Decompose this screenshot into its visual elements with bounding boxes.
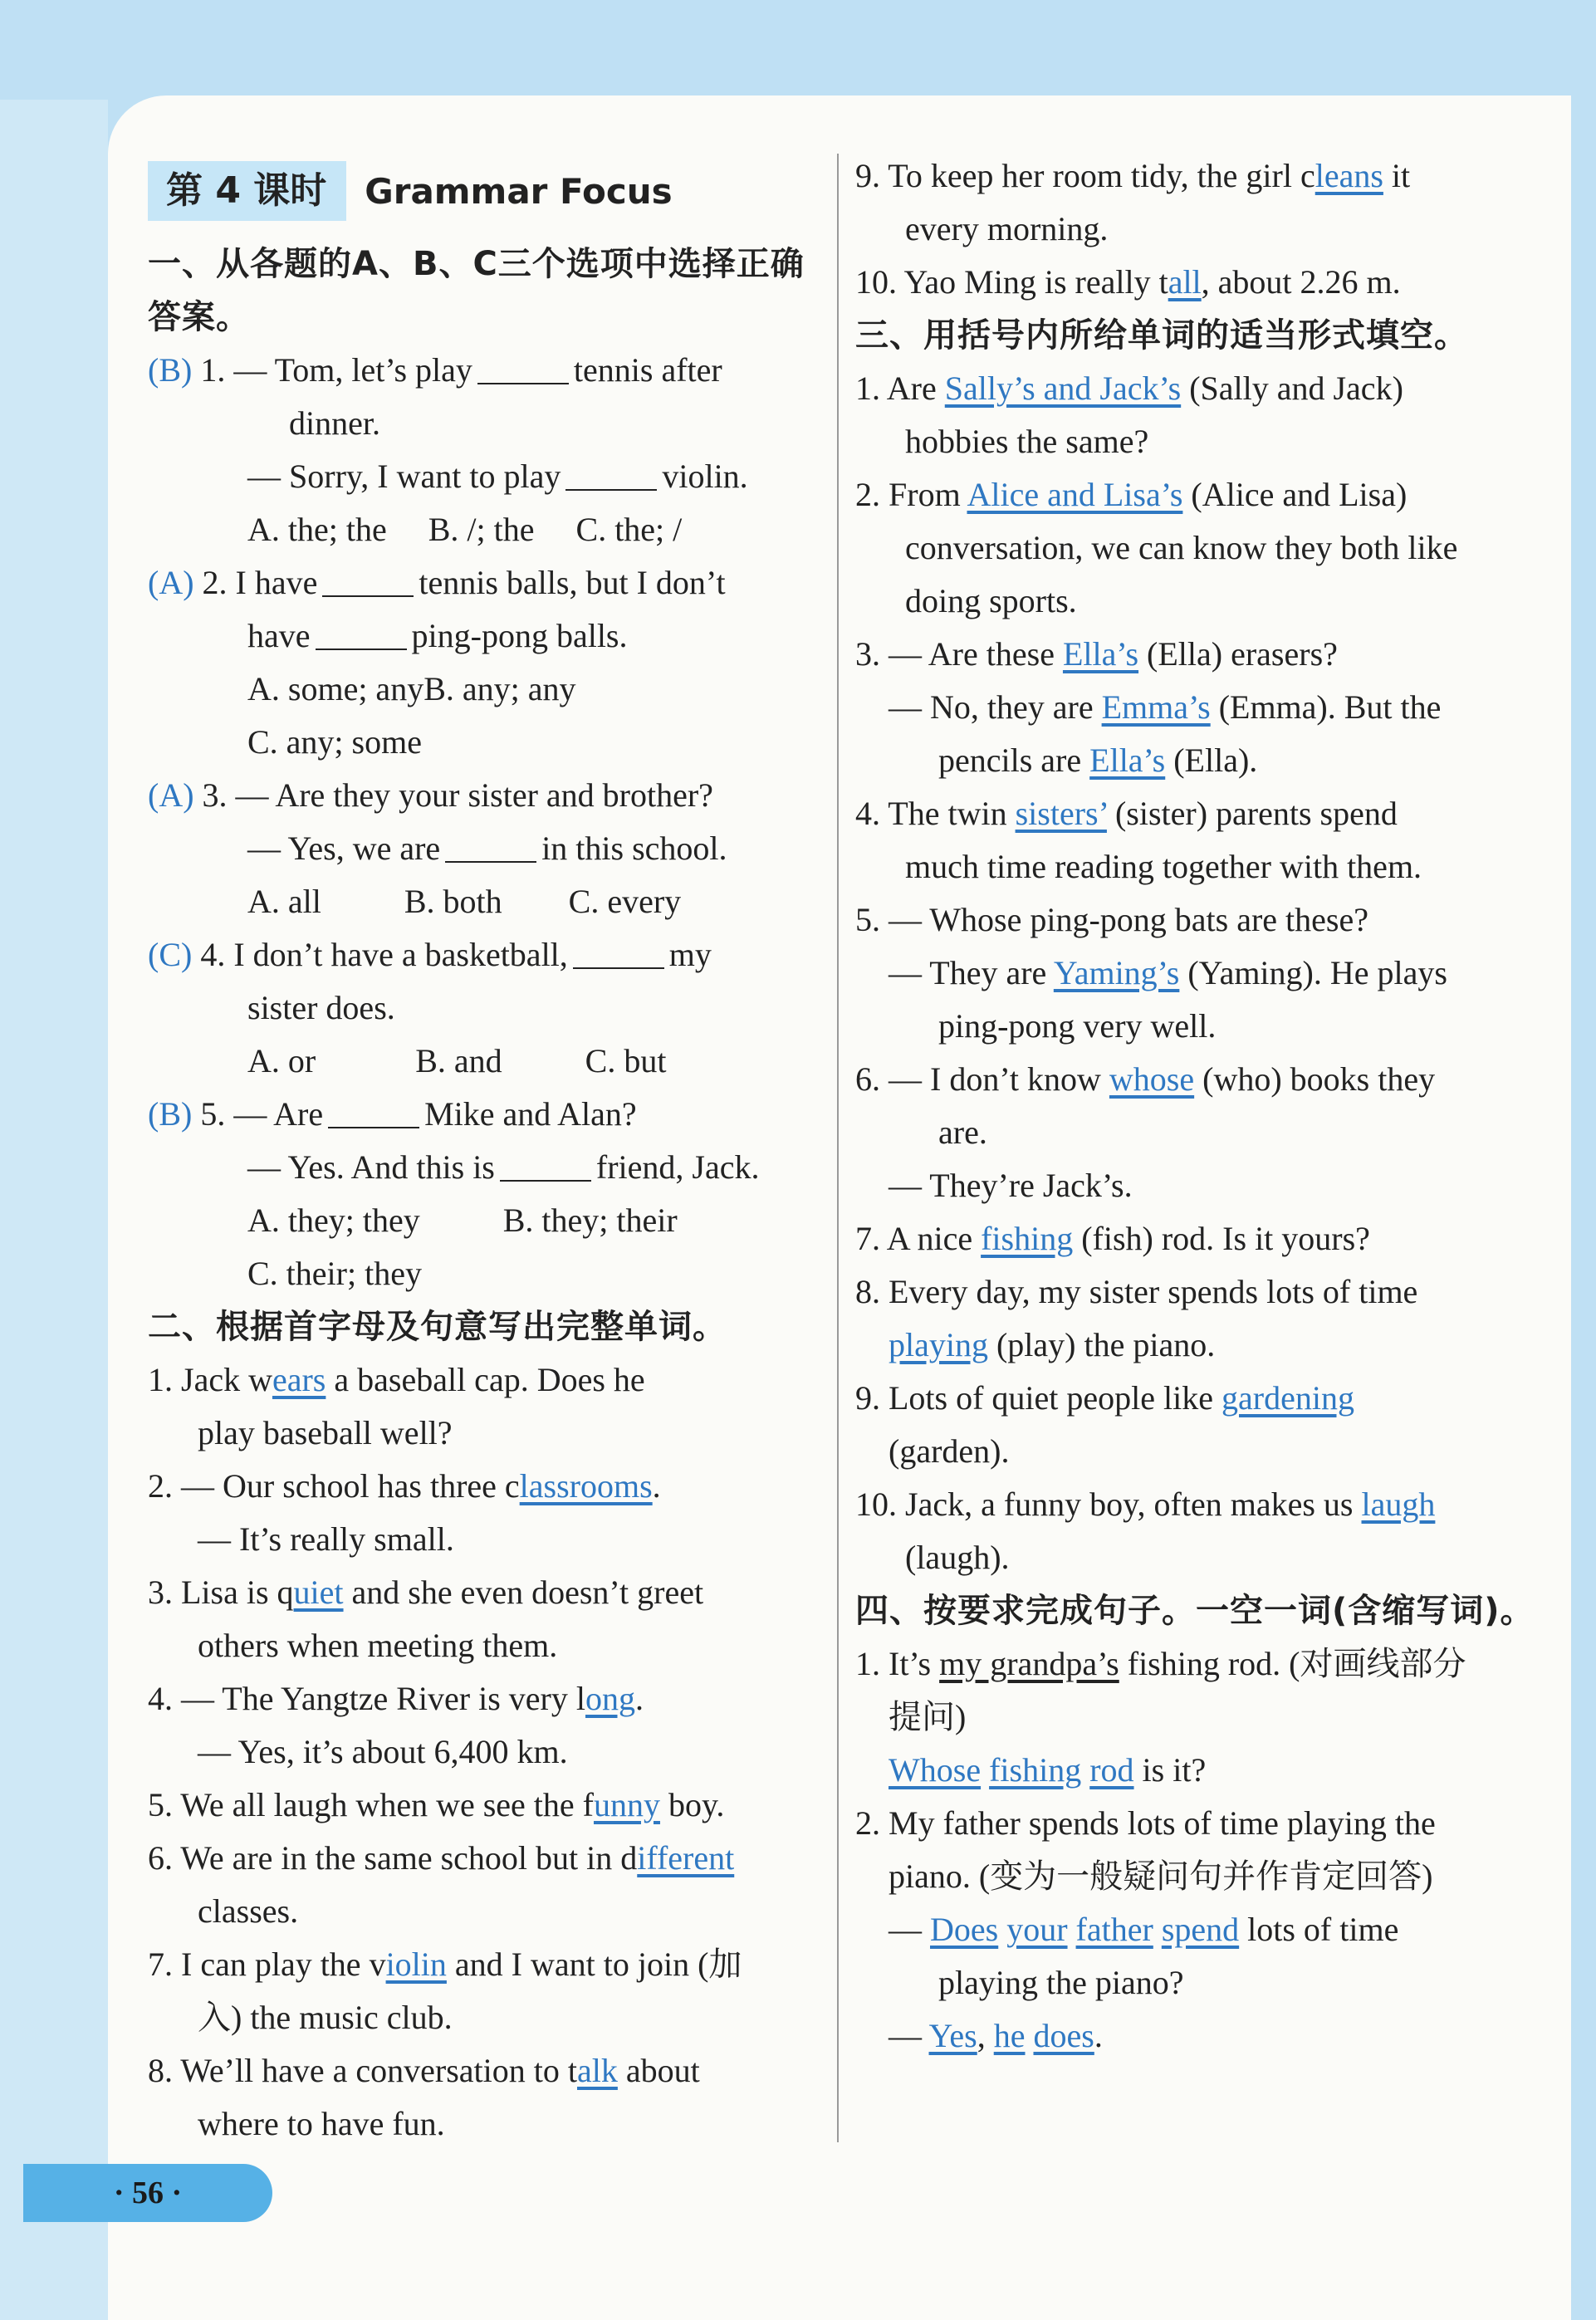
s4-q2-answer-line3: [855, 2009, 1528, 2063]
stem: 6. — I don’t know: [855, 1060, 1109, 1098]
left-margin-strip: [0, 100, 108, 2320]
blank: [573, 937, 664, 969]
s1-q3-line2: [148, 822, 825, 875]
answer: unny: [593, 1786, 660, 1823]
s1-q1-line1: [148, 344, 825, 397]
s3-q3-line1: [855, 628, 1528, 681]
lesson-badge: 第 4 课时: [148, 161, 346, 221]
answer: fishing: [989, 1751, 1082, 1789]
s1-q2-line2: [148, 609, 825, 663]
stem: 4. The twin: [855, 795, 1016, 832]
s2-q7-line2: 入) the music club.: [198, 1999, 453, 2036]
s3-q8-line2: [855, 1319, 1528, 1372]
stem: 9. To keep her room tidy, the girl c: [855, 157, 1315, 194]
s4-q1-line1: [855, 1637, 1528, 1691]
stem: 2. From: [855, 476, 967, 513]
blank: [445, 831, 536, 863]
s1-q2-line1: [148, 556, 825, 609]
stem: 5. — Are: [200, 1095, 324, 1133]
s3-q5-line1: 5. — Whose ping-pong bats are these?: [855, 901, 1368, 938]
s2-q9-line1: [855, 149, 1528, 203]
stem: ping-pong balls.: [411, 617, 628, 654]
stem: my: [668, 936, 712, 973]
answer: he: [993, 2017, 1026, 2054]
answer: Ella’s: [1089, 742, 1166, 779]
stem: (sister) parents spend: [1106, 795, 1398, 832]
answer: does: [1033, 2017, 1094, 2054]
s3-q6-line1: [855, 1053, 1528, 1106]
stem: 9. Lots of quiet people like: [855, 1379, 1222, 1417]
s4-q1-line2: 提问): [889, 1698, 967, 1735]
stem: 1. — Tom, let’s play: [200, 351, 472, 389]
stem: in this school.: [541, 830, 727, 867]
s2-q8-line2: where to have fun.: [198, 2105, 445, 2142]
s1-q2-options2: C. any; some: [247, 723, 422, 761]
s3-q4-line1: [855, 787, 1528, 840]
page-number: · 56 ·: [23, 2164, 272, 2222]
s2-q10-line1: [855, 256, 1528, 309]
blank: [565, 459, 657, 491]
stem: a baseball cap. Does he: [326, 1361, 645, 1398]
stem: is it?: [1133, 1751, 1207, 1789]
stem: tennis balls, but I don’t: [419, 564, 726, 601]
s3-q9-line1: [855, 1372, 1528, 1425]
s3-q10-line2: (laugh).: [905, 1539, 1010, 1576]
answer: (A): [148, 776, 194, 814]
column-divider: [837, 154, 839, 2142]
stem: friend, Jack.: [595, 1148, 760, 1186]
stem: 8. We’ll have a conversation to t: [148, 2052, 577, 2089]
stem: tennis after: [573, 351, 722, 389]
answer: rod: [1089, 1751, 1134, 1789]
answer: Emma’s: [1101, 688, 1211, 726]
answer: (C): [148, 936, 193, 973]
stem: 1. It’s: [855, 1645, 940, 1682]
s2-q3-line1: [148, 1566, 825, 1619]
stem: about: [617, 2052, 700, 2089]
stem: (Alice and Lisa): [1182, 476, 1408, 513]
s2-q5-line1: [148, 1779, 825, 1832]
s2-q8-line1: [148, 2044, 825, 2097]
answer: laugh: [1361, 1485, 1436, 1523]
s1-q4-options: A. or B. and C. but: [247, 1042, 667, 1079]
stem: 4. I don’t have a basketball,: [200, 936, 568, 973]
underlined-phrase: my grandpa’s: [939, 1645, 1119, 1682]
s3-q2-line2: conversation, we can know they both like: [905, 529, 1458, 566]
section2-title: 二、根据首字母及句意写出完整单词。: [148, 1308, 727, 1346]
answer: gardening: [1221, 1379, 1354, 1417]
stem: 3. — Are they your sister and brother?: [202, 776, 713, 814]
right-column: [855, 149, 1535, 2063]
stem: (Emma). But the: [1210, 688, 1442, 726]
answer: iolin: [385, 1946, 447, 1983]
answer: alk: [577, 2052, 618, 2089]
s3-q5-line2: [855, 947, 1528, 1000]
stem: (Ella) erasers?: [1138, 635, 1338, 673]
stem: , about 2.26 m.: [1201, 263, 1401, 301]
stem: (fish) rod. Is it yours?: [1073, 1220, 1370, 1257]
stem: have: [247, 617, 311, 654]
top-frame: [0, 0, 1596, 100]
stem: 2. I have: [202, 564, 318, 601]
stem: pencils are: [938, 742, 1090, 779]
section1-title: 一、从各题的A、B、C三个选项中选择正确: [148, 245, 805, 283]
stem: and she even doesn’t greet: [343, 1574, 704, 1611]
left-column: [148, 149, 825, 2151]
answer: spend: [1161, 1911, 1240, 1948]
s1-q4-line1: [148, 928, 825, 981]
answer: Whose: [889, 1751, 982, 1789]
answer: your: [1006, 1911, 1068, 1948]
s4-q1-answer-line: [855, 1744, 1528, 1797]
s3-q9-line2: (garden).: [889, 1432, 1010, 1470]
s3-q2-line1: [855, 468, 1528, 521]
dash: —: [889, 2017, 929, 2054]
answer: all: [1168, 263, 1202, 301]
stem: .: [634, 1680, 644, 1717]
s2-q6-line2: classes.: [198, 1892, 299, 1930]
s1-q1-options: A. the; the B. /; the C. the; /: [247, 511, 683, 548]
dash: —: [889, 1911, 930, 1948]
s3-q5-line3: ping-pong very well.: [938, 1007, 1217, 1045]
stem: 7. I can play the v: [148, 1946, 386, 1983]
s1-q3-line1: [148, 769, 825, 822]
s1-q5-line1: [148, 1088, 825, 1141]
s4-q2-line1: 2. My father spends lots of time playing the: [855, 1804, 1436, 1842]
stem: violin.: [662, 458, 748, 495]
period: .: [1094, 2017, 1103, 2054]
answer: Does: [930, 1911, 999, 1948]
s3-q1-line1: [855, 362, 1528, 415]
stem: (Yaming). He plays: [1179, 954, 1447, 991]
s1-q1-line3: [148, 450, 825, 503]
s2-q1-line2: play baseball well?: [198, 1414, 453, 1451]
stem: 1. Jack w: [148, 1361, 272, 1398]
lesson-header: [148, 149, 825, 232]
blank: [328, 1097, 419, 1128]
s1-q1-line2: dinner.: [289, 404, 380, 442]
answer: (B): [148, 351, 193, 389]
stem: (Ella).: [1165, 742, 1258, 779]
s2-q7-line1: [148, 1938, 825, 1991]
stem: boy.: [659, 1786, 725, 1823]
stem: 4. — The Yangtze River is very l: [148, 1680, 585, 1717]
answer: whose: [1109, 1060, 1195, 1098]
s1-q5-options1: A. they; they B. they; their: [247, 1202, 678, 1239]
s1-q2-options1: A. some; anyB. any; any: [247, 670, 576, 707]
s4-q2-answer-line1: [855, 1903, 1528, 1956]
answer: Yes: [928, 2017, 977, 2054]
s3-q3-line3: [855, 734, 1528, 787]
s3-q10-line1: [855, 1478, 1528, 1531]
s3-q3-line2: [855, 681, 1528, 734]
s4-q2-answer-line2: playing the piano?: [938, 1964, 1184, 2001]
s3-q4-line2: much time reading together with them.: [905, 848, 1422, 885]
stem: 3. Lisa is q: [148, 1574, 294, 1611]
s4-q2-line2: piano. (变为一般疑问句并作肯定回答): [889, 1857, 1433, 1895]
s2-q9-line2: every morning.: [905, 210, 1109, 247]
stem: 5. We all laugh when we see the f: [148, 1786, 594, 1823]
stem: 7. A nice: [855, 1220, 982, 1257]
stem: 3. — Are these: [855, 635, 1063, 673]
stem: fishing rod. (对画线部分: [1119, 1645, 1466, 1682]
blank: [316, 619, 407, 650]
answer: ong: [585, 1680, 635, 1717]
s3-q1-line2: hobbies the same?: [905, 423, 1149, 460]
stem: 1. Are: [855, 370, 945, 407]
stem: — Sorry, I want to play: [247, 458, 561, 495]
answer: Sally’s and Jack’s: [944, 370, 1182, 407]
answer: (A): [148, 564, 194, 601]
answer: playing: [889, 1326, 988, 1363]
s3-q6-line2: are.: [938, 1114, 987, 1151]
s1-q5-line2: [148, 1141, 825, 1194]
comma: ,: [977, 2017, 994, 2054]
s1-q4-line2: sister does.: [247, 989, 395, 1026]
answer: ears: [272, 1361, 326, 1398]
answer: Alice and Lisa’s: [967, 476, 1183, 513]
s2-q3-line2: others when meeting them.: [198, 1627, 558, 1664]
stem: — Yes, we are: [247, 830, 441, 867]
answer: (B): [148, 1095, 193, 1133]
answer: uiet: [293, 1574, 344, 1611]
answer: Ella’s: [1062, 635, 1139, 673]
stem: 10. Jack, a funny boy, often makes us: [855, 1485, 1362, 1523]
stem: and I want to join (加: [446, 1946, 742, 1983]
answer: father: [1075, 1911, 1153, 1948]
s2-q4-line2: — Yes, it’s about 6,400 km.: [198, 1733, 568, 1770]
stem: 2. — Our school has three c: [148, 1467, 520, 1505]
s3-q6-line3: — They’re Jack’s.: [889, 1167, 1133, 1204]
stem: 6. We are in the same school but in d: [148, 1839, 638, 1877]
stem: — Yes. And this is: [247, 1148, 495, 1186]
section4-title: 四、按要求完成句子。一空一词(含缩写词)。: [855, 1592, 1535, 1630]
s3-q8-line1: 8. Every day, my sister spends lots of time: [855, 1273, 1418, 1310]
stem: .: [652, 1467, 661, 1505]
stem: (Sally and Jack): [1181, 370, 1403, 407]
s1-q3-options: A. all B. both C. every: [247, 883, 682, 920]
blank: [477, 353, 569, 384]
stem: (who) books they: [1194, 1060, 1436, 1098]
stem: (play) the piano.: [987, 1326, 1216, 1363]
answer: Yaming’s: [1053, 954, 1180, 991]
section3-title: 三、用括号内所给单词的适当形式填空。: [855, 316, 1468, 355]
s1-q5-options2: C. their; they: [247, 1255, 422, 1292]
stem: — They are: [889, 954, 1054, 991]
answer: ifferent: [637, 1839, 735, 1877]
stem: — No, they are: [889, 688, 1102, 726]
answer: fishing: [981, 1220, 1074, 1257]
s2-q2-line1: [148, 1460, 825, 1513]
stem: lots of time: [1239, 1911, 1399, 1948]
answer: sisters’: [1015, 795, 1107, 832]
blank: [322, 565, 414, 597]
s2-q4-line1: [148, 1672, 825, 1725]
s2-q6-line1: [148, 1832, 825, 1885]
answer: leans: [1314, 157, 1383, 194]
answer: lassrooms: [519, 1467, 653, 1505]
lesson-subtitle: Grammar Focus: [365, 170, 673, 212]
stem: 10. Yao Ming is really t: [855, 263, 1168, 301]
section1-title-cont: 答案。: [148, 298, 250, 336]
s2-q1-line1: [148, 1353, 825, 1407]
s3-q7-line1: [855, 1212, 1528, 1265]
s2-q2-line2: — It’s really small.: [198, 1520, 454, 1558]
s3-q2-line3: doing sports.: [905, 582, 1077, 619]
stem: it: [1383, 157, 1411, 194]
stem: Mike and Alan?: [424, 1095, 637, 1133]
blank: [500, 1150, 591, 1182]
